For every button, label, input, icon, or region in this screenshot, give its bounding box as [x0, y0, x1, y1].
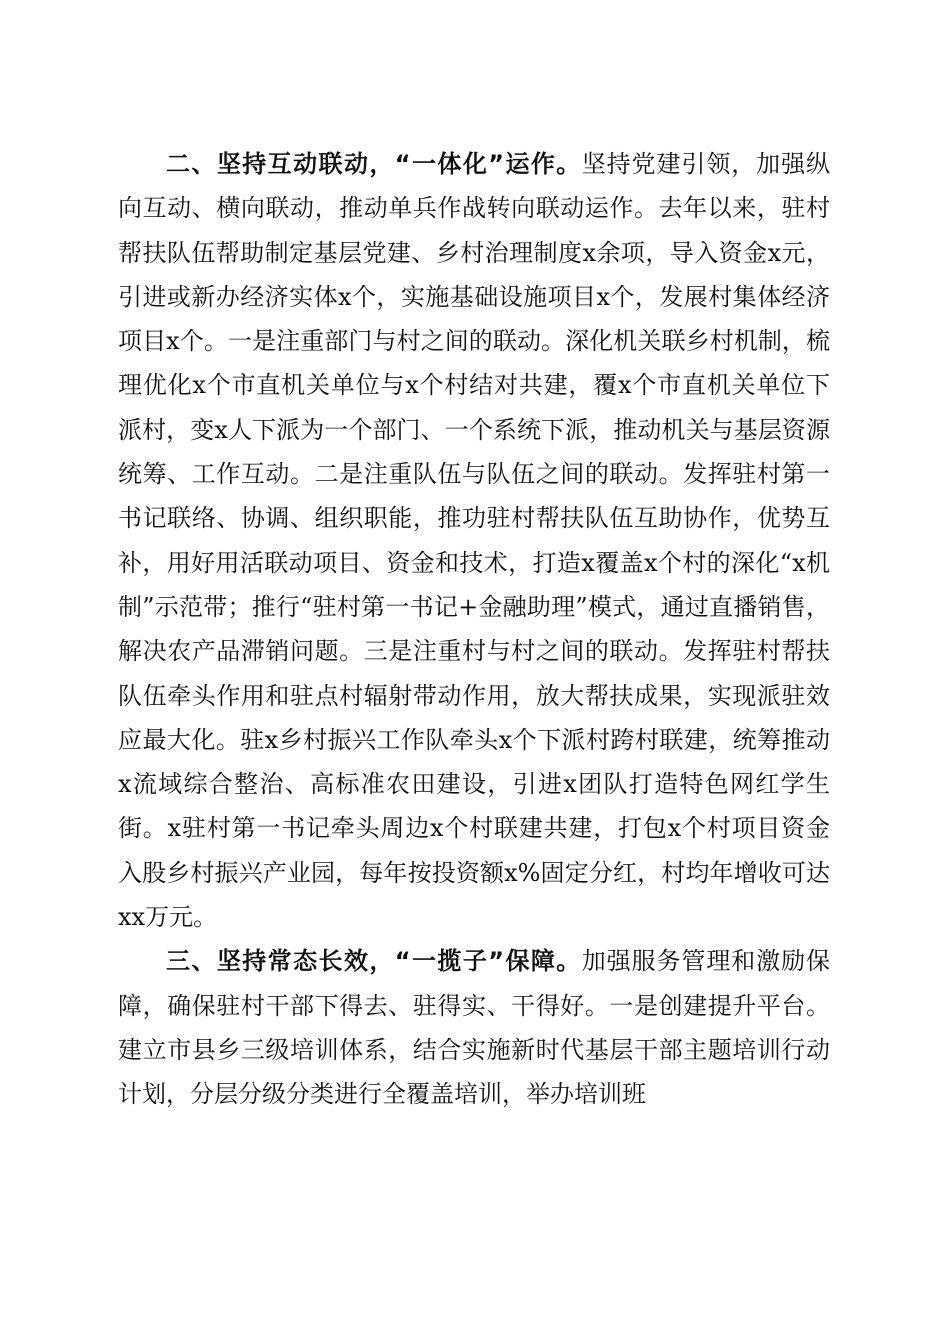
- section-3-heading: 三、坚持常态长效，“一揽子”保障。: [166, 947, 582, 976]
- paragraph-section-2: [118, 142, 830, 939]
- section-3-body: 加强服务管理和激励保障，确保驻村干部下得去、驻得实、干得好。一是创建提升平台。建立市县乡三级培训体系，结合实施新时代基层干部主题培训行动计划，分层分级分类进行全覆盖培训，举办培训班: [118, 947, 831, 1109]
- section-2-heading: 二、坚持互动联动，“一体化”运作。: [166, 150, 582, 178]
- paragraph-section-3: [118, 939, 830, 1116]
- document-body: [118, 142, 830, 1117]
- section-2-body: 坚持党建引领，加强纵向互动、横向联动，推动单兵作战转向联动运作。去年以来，驻村帮扶队伍帮助制定基层党建、乡村治理制度x余项，导入资金x元，引进或新办经济实体x个，实施基础设施项目x个，发展村集体经济项目x个。一是注重部门与村之间的联动。深化机关联乡村机制，梳理优化x个市直机关单位与x个村结对共建，覆x个市直机关单位下派村，变x人下派为一个部门、一个系统下派，推动机关与基层资源统筹、工作互动。二是注重队伍与队伍之间的联动。发挥驻村第一书记联络、协调、组织职能，推功驻村帮扶队伍互助协作，优势互补，用好用活联动项目、资金和技术，打造x覆盖x个村的深化“x机制”示范带；推行“驻村第一书记+金融助理”模式，通过直播销售，解决农产品滞销问题。三是注重村与村之间的联动。发挥驻村帮扶队伍牵头作用和驻点村辐射带动作用，放大帮扶成果，实现派驻效应最大化。驻x乡村振兴工作队牵头x个下派村跨村联建，统筹推动x流域综合整治、高标准农田建设，引进x团队打造特色网红学生街。x驻村第一书记牵头周边x个村联建共建，打包x个村项目资金入股乡村振兴产业园，每年按投资额x%固定分红，村均年增收可达xx万元。: [118, 150, 831, 932]
